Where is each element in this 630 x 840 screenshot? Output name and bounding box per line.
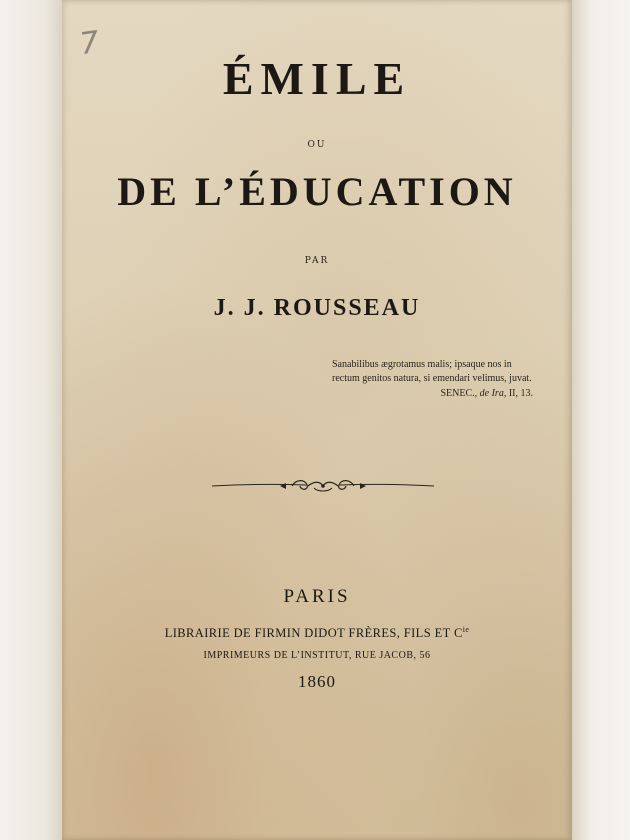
epigraph-citation bbox=[332, 387, 537, 401]
title-conjunction: OU bbox=[307, 140, 327, 150]
imprint-year: 1860 bbox=[298, 672, 336, 691]
publisher-name: LIBRAIRIE DE FIRMIN DIDOT FRÈRES, FILS ET C bbox=[164, 626, 463, 641]
author-name: J. J. ROUSSEAU bbox=[213, 295, 421, 321]
citation-reference: II, 13. bbox=[508, 388, 533, 399]
imprint-publisher bbox=[62, 625, 572, 641]
publisher-suffix: ie bbox=[462, 625, 470, 634]
ornament-rule-icon bbox=[210, 474, 436, 498]
book-subtitle: DE L’ÉDUCATION bbox=[117, 169, 517, 214]
epigraph bbox=[332, 358, 537, 401]
scan-background-left bbox=[0, 0, 64, 840]
citation-author: SENEC., bbox=[440, 388, 478, 399]
scan-background-right bbox=[570, 0, 630, 840]
book-title: ÉMILE bbox=[222, 53, 412, 104]
handwritten-mark: 7 bbox=[77, 24, 102, 63]
imprint-printer: IMPRIMEURS DE L’INSTITUT, RUE JACOB, 56 bbox=[203, 650, 431, 661]
citation-work: de Ira, bbox=[479, 388, 507, 399]
author-preposition: PAR bbox=[304, 256, 330, 266]
epigraph-text: Sanabilibus ægrotamus malis; ipsaque nos in rectum genitos natura, si emendari velimus, juvat. bbox=[332, 359, 532, 384]
imprint-city: PARIS bbox=[283, 586, 351, 607]
title-page bbox=[62, 0, 572, 840]
